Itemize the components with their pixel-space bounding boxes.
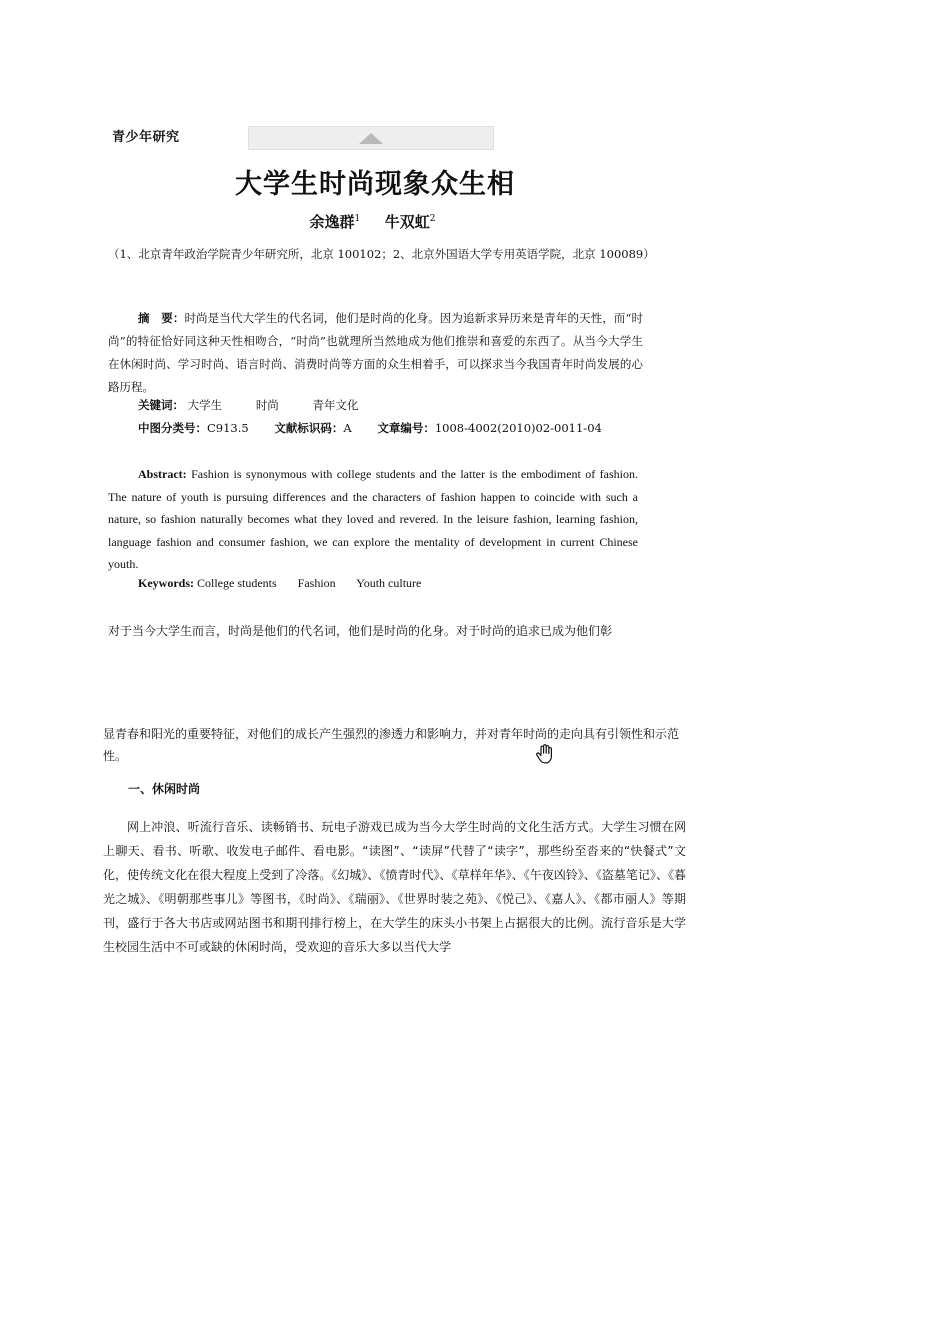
doc-code-label: 文献标识码： — [274, 421, 344, 435]
hand-cursor-icon — [535, 743, 555, 765]
abstract-label: 摘 要： — [138, 311, 185, 325]
author-affil-mark: 1 — [354, 214, 361, 224]
author-name: 牛双虹 — [384, 213, 430, 231]
body-paragraph-intro: 对于当今大学生而言，时尚是他们的代名词，他们是时尚的化身。对于时尚的追求已成为他们彰 — [108, 624, 613, 638]
doc-code-value: A — [343, 421, 352, 435]
abstract-english — [108, 463, 638, 576]
scroll-up-button[interactable] — [248, 126, 494, 150]
authors-line — [0, 211, 745, 232]
article-title: 大学生时尚现象众生相 — [235, 169, 515, 200]
clc-label: 中图分类号： — [138, 421, 207, 435]
affiliations: （1、北京青年政治学院青少年研究所，北京 100102；2、北京外国语大学专用英语学院，北京 100089） — [108, 247, 655, 261]
keywords-english — [138, 576, 421, 591]
keyword: 时尚 — [255, 398, 279, 412]
keyword-en: Fashion — [297, 576, 336, 590]
keywords-en-label: Keywords: — [138, 576, 194, 590]
classification-line — [138, 420, 602, 436]
abstract-en-label: Abstract: — [138, 467, 187, 481]
body-paragraph-leisure: 网上冲浪、听流行音乐、读畅销书、玩电子游戏已成为当今大学生时尚的文化生活方式。大学生习惯在网上聊天、看书、听歌、收发电子邮件、看电影。“读图”、“读屏”代替了“读字”，那些纷至沓来的“快餐式”文化，使传统文化在很大程度上受到了冷落。《幻城》、《愤青时代》、《草样年华》、《午夜凶铃》、《盗墓笔记》、《暮光之城》、《明朝那些事儿》等图书，《时尚》、《瑞丽》、《世界时装之苑》、《悦己》、《嘉人》、《都市丽人》等期刊，盛行于各大书店或网站图书和期刊排行榜上，在大学生的床头小书架上占据很大的比例。流行音乐是大学生校园生活中不可或缺的休闲时尚，受欢迎的音乐大多以当代大学 — [103, 820, 686, 954]
article-number-label: 文章编号： — [377, 421, 435, 435]
keyword: 大学生 — [187, 398, 223, 412]
scroll-up-arrow-icon — [359, 133, 383, 144]
section-heading: 一、休闲时尚 — [128, 782, 201, 796]
abstract-chinese — [108, 307, 643, 399]
keyword-en: College students — [197, 576, 277, 590]
author-affil-mark: 2 — [429, 214, 436, 224]
article-number-value: 1008-4002(2010)02-0011-04 — [434, 421, 602, 435]
journal-section-label: 青少年研究 — [112, 130, 180, 145]
clc-value: C913.5 — [207, 421, 249, 435]
author-name: 余逸群 — [309, 213, 355, 231]
keywords-chinese — [138, 397, 358, 413]
keyword-en: Youth culture — [356, 576, 422, 590]
abstract-en-text: Fashion is synonymous with college students and the latter is the embodiment of fashion. The nature of youth is pursuing differences and the characters of fashion happen to coincide with such a nature, so fashion naturally becomes what they loved and revered. In the leisure fashion, learning fashion, language fashion and consumer fashion, we can explore the mentality of development in current Chinese youth. — [108, 467, 639, 571]
keywords-label: 关键词： — [138, 398, 184, 412]
keyword: 青年文化 — [312, 398, 359, 412]
body-paragraph-continued: 显青春和阳光的重要特征，对他们的成长产生强烈的渗透力和影响力，并对青年时尚的走向具有引领性和示范性。 — [103, 727, 680, 763]
abstract-text: 时尚是当代大学生的代名词，他们是时尚的化身。因为追新求异历来是青年的天性，而“时尚”的特征恰好同这种天性相吻合，“时尚”也就理所当然地成为他们推崇和喜爱的东西了。从当今大学生在休闲时尚、学习时尚、语言时尚、消费时尚等方面的众生相着手，可以探求当今我国青年时尚发展的心路历程。 — [108, 311, 644, 394]
